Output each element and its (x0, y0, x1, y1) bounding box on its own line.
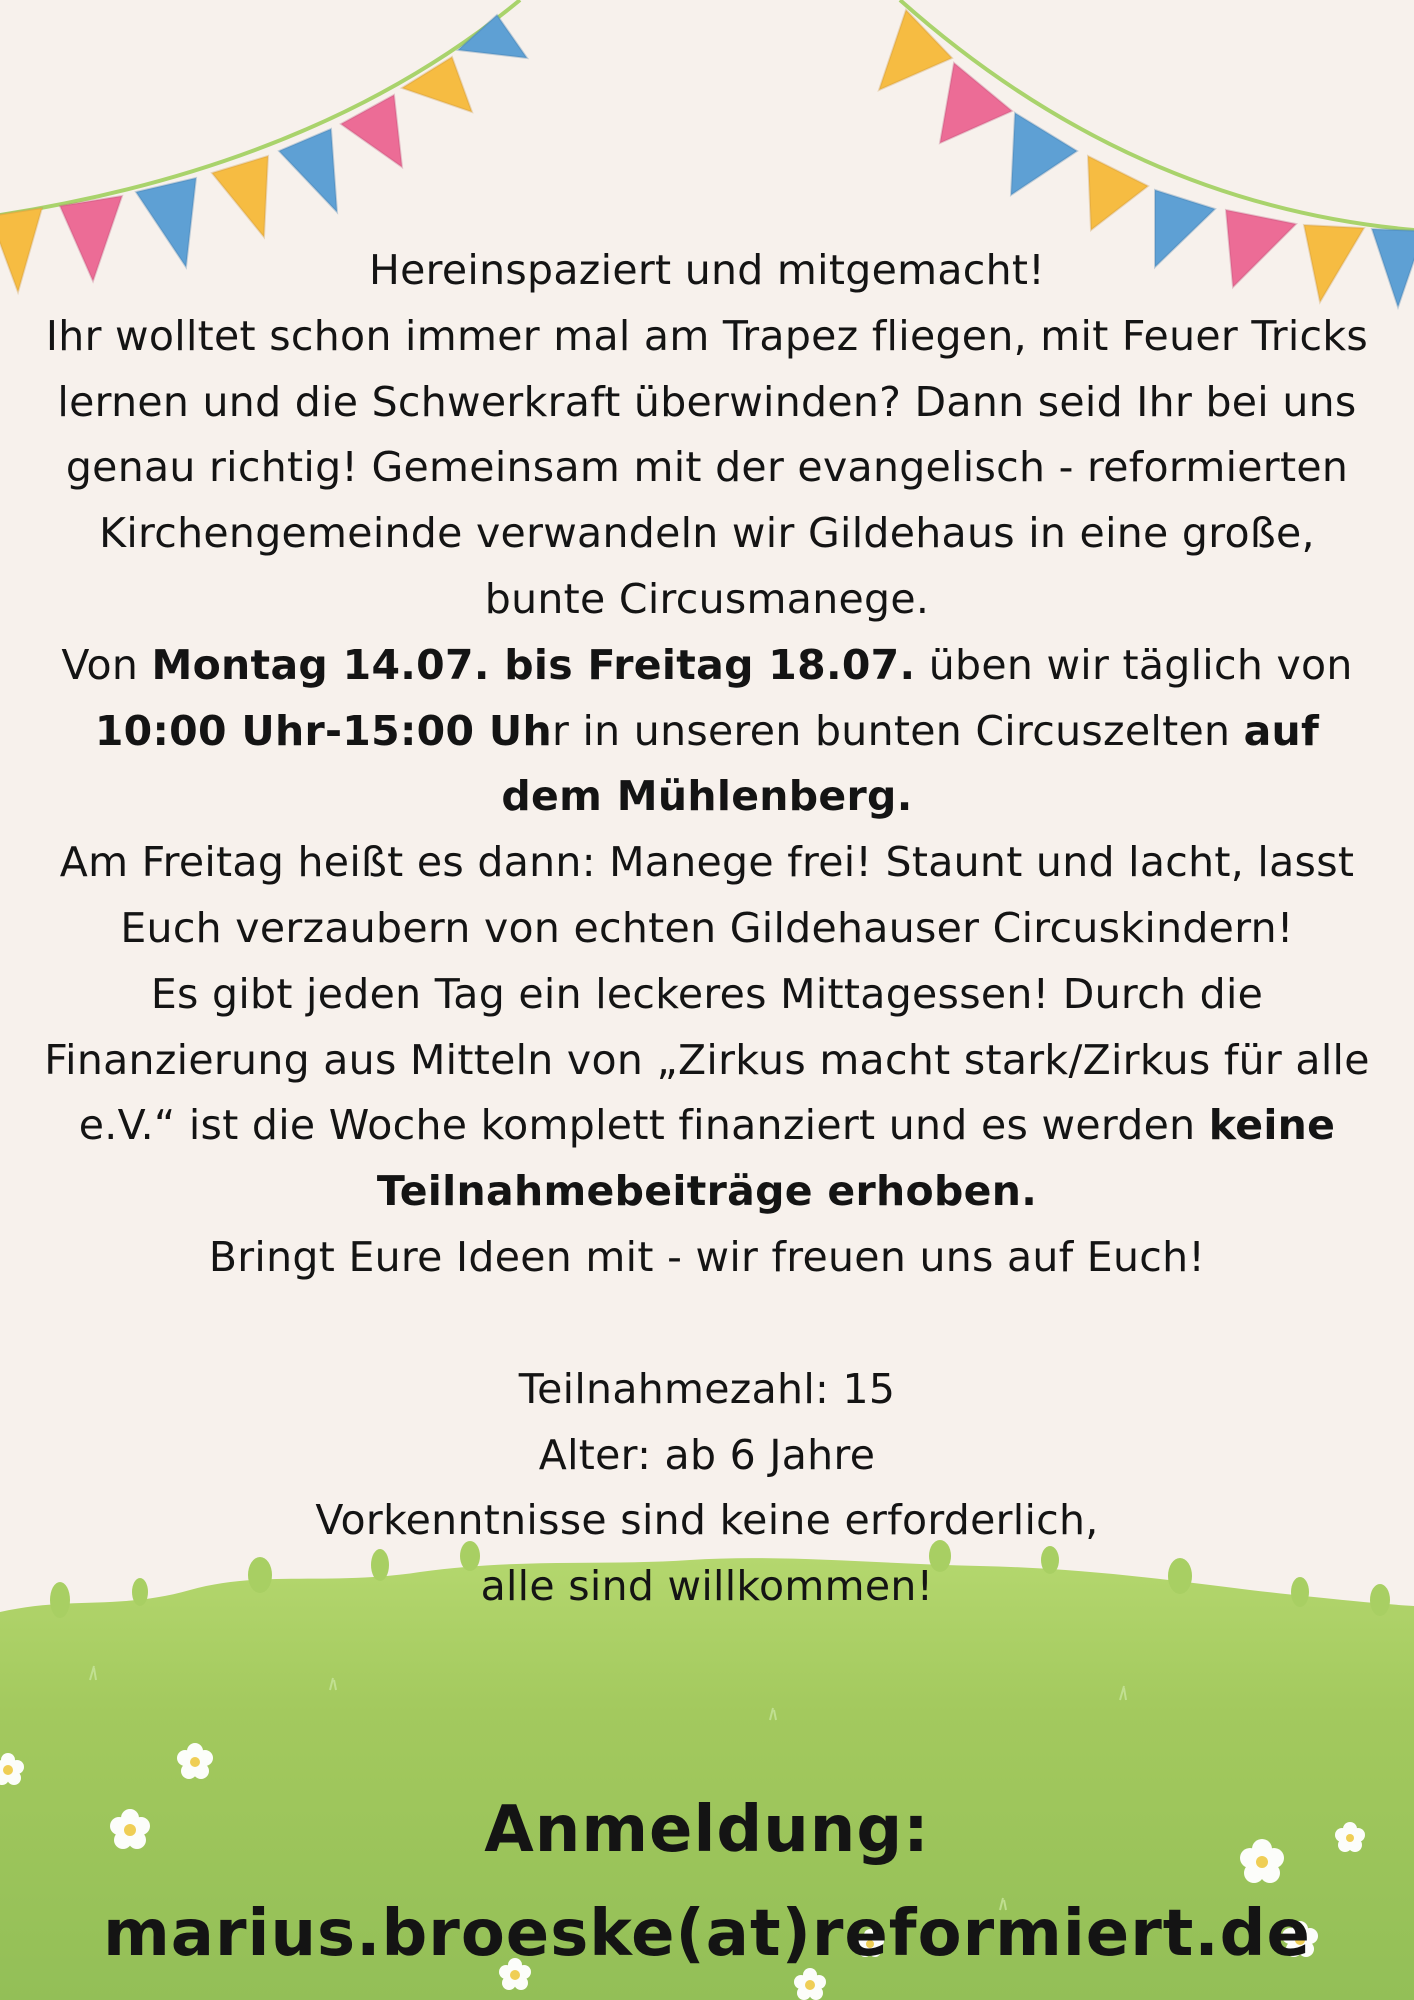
spacer (40, 1291, 1374, 1357)
funding-paragraph (40, 962, 1374, 1225)
greeting-heading: Hereinspaziert und mitgemacht! (368, 246, 1045, 294)
schedule-dates: Montag 14.07. bis Freitag 18.07. (151, 640, 916, 689)
schedule-paragraph (40, 633, 1374, 830)
welcome-info: alle sind willkommen! (480, 1562, 934, 1611)
schedule-location: auf dem Mühlenberg. (501, 706, 1320, 821)
funding-text: Es gibt jeden Tag ein leckeres Mittagessen! Durch die Finanzierung aus Mitteln von „Zirkus macht stark/Zirkus für alle e.V.“ ist die Woche komplett finanziert und es werden (44, 969, 1370, 1150)
age-info: Alter: ab 6 Jahre (538, 1430, 876, 1479)
friday-paragraph: Am Freitag heißt es dann: Manege frei! Staunt und lacht, lasst Euch verzaubern von echten Gildehauser Circuskindern! (59, 838, 1355, 952)
closing-line: Bringt Eure Ideen mit - wir freuen uns auf Euch! (208, 1232, 1206, 1281)
prerequisites-info: Vorkenntnisse sind keine erforderlich, (315, 1496, 1099, 1545)
schedule-prefix: Von (61, 640, 152, 689)
schedule-time-tail: r (551, 706, 570, 755)
fee-note: keine Teilnahmebeiträge erhoben. (376, 1101, 1336, 1216)
schedule-practice-text: üben wir täglich von (915, 640, 1353, 689)
signup-label: Anmeldung: (484, 1793, 930, 1867)
schedule-location-text: in unseren bunten Circuszelten (569, 706, 1244, 755)
intro-paragraph: Ihr wolltet schon immer mal am Trapez fliegen, mit Feuer Tricks lernen und die Schwerkraft überwinden? Dann seid Ihr bei uns genau richtig! Gemeinsam mit der evangelisch - reformierten Kirchengemeinde verwandeln wir Gildehaus in eine große, bunte Circusmanege. (45, 311, 1369, 623)
participants-info: Teilnahmezahl: 15 (518, 1364, 896, 1413)
poster-text (40, 238, 1374, 1620)
signup-email[interactable]: marius.broeske(at)reformiert.de (103, 1897, 1311, 1971)
signup-block (20, 1778, 1394, 1986)
schedule-time: 10:00 Uhr-15:00 Uh (94, 706, 552, 755)
